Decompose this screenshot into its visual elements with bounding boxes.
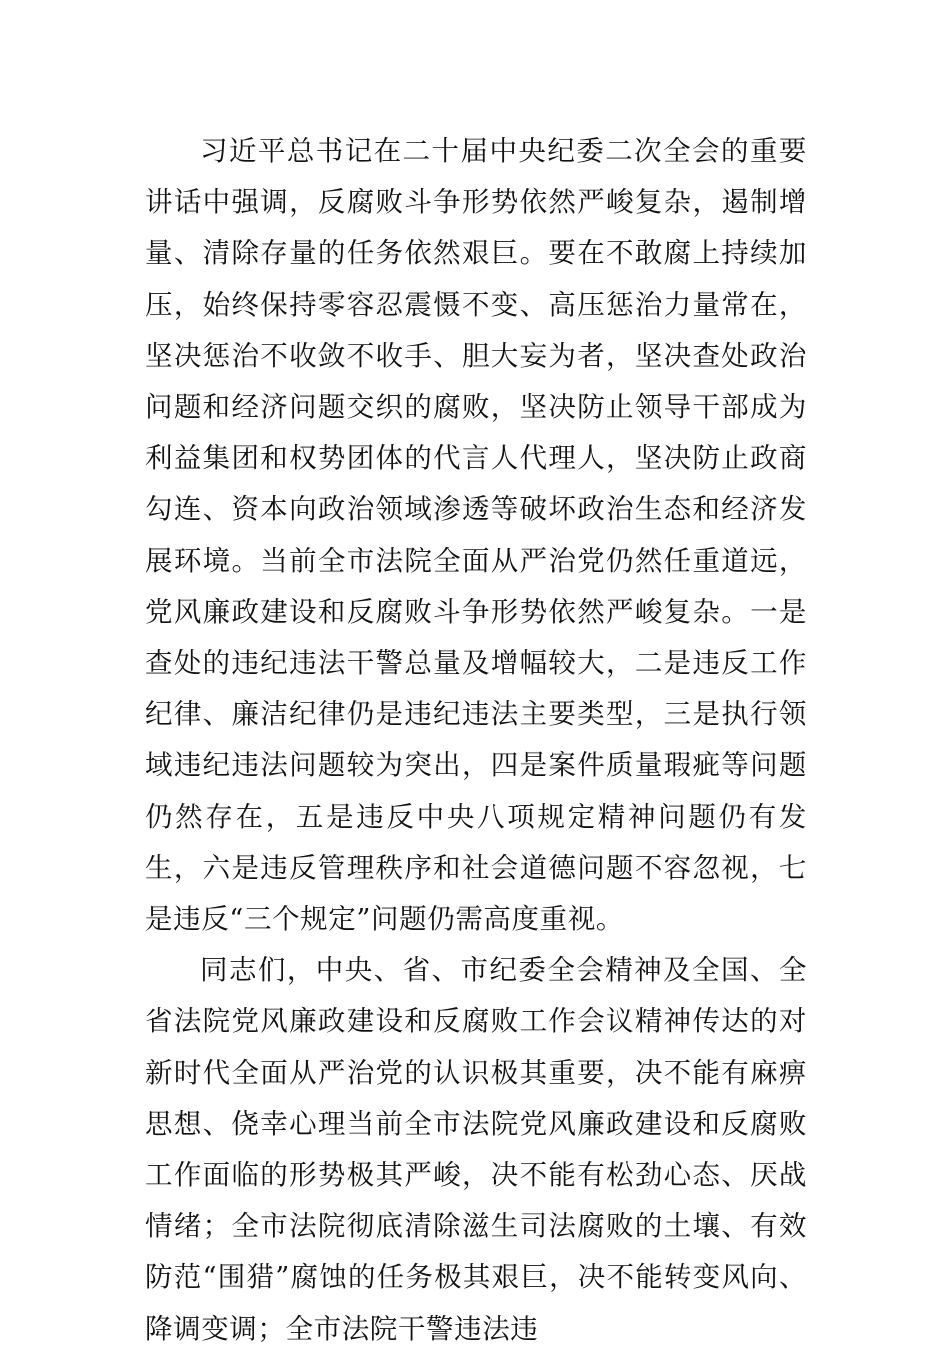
paragraph-2: 同志们，中央、省、市纪委全会精神及全国、全省法院党风廉政建设和反腐败工作会议精神传达的对新时代全面从严治党的认识极其重要，决不能有麻痹思想、侥幸心理当前全市法院党风廉政建设和反腐败工作面临的形势极其严峻，决不能有松劲心态、厌战情绪；全市法院彻底清除滋生司法腐败的土壤、有效防范“围猎”腐蚀的任务极其艰巨，决不能转变风向、降调变调；全市法院干警违法违 [145, 954, 807, 1345]
paragraph-1: 习近平总书记在二十届中央纪委二次全会的重要讲话中强调，反腐败斗争形势依然严峻复杂，遏制增量、清除存量的任务依然艰巨。要在不敢腐上持续加压，始终保持零容忍震慑不变、高压惩治力量常在，坚决惩治不收敛不收手、胆大妄为者，坚决查处政治问题和经济问题交织的腐败，坚决防止领导干部成为利益集团和权势团体的代言人代理人，坚决防止政商勾连、资本向政治领域渗透等破坏政治生态和经济发展环境。当前全市法院全面从严治党仍然任重道远，党风廉政建设和反腐败斗争形势依然严峻复杂。一是查处的违纪违法干警总量及增幅较大，二是违反工作纪律、廉洁纪律仍是违纪违法主要类型，三是执行领域违纪违法问题较为突出，四是案件质量瑕疵等问题仍然存在，五是违反中央八项规定精神问题仍有发生，六是违反管理秩序和社会道德问题不容忽视，七是违反“三个规定”问题仍需高度重视。 [145, 135, 807, 936]
document-body [145, 126, 807, 1355]
